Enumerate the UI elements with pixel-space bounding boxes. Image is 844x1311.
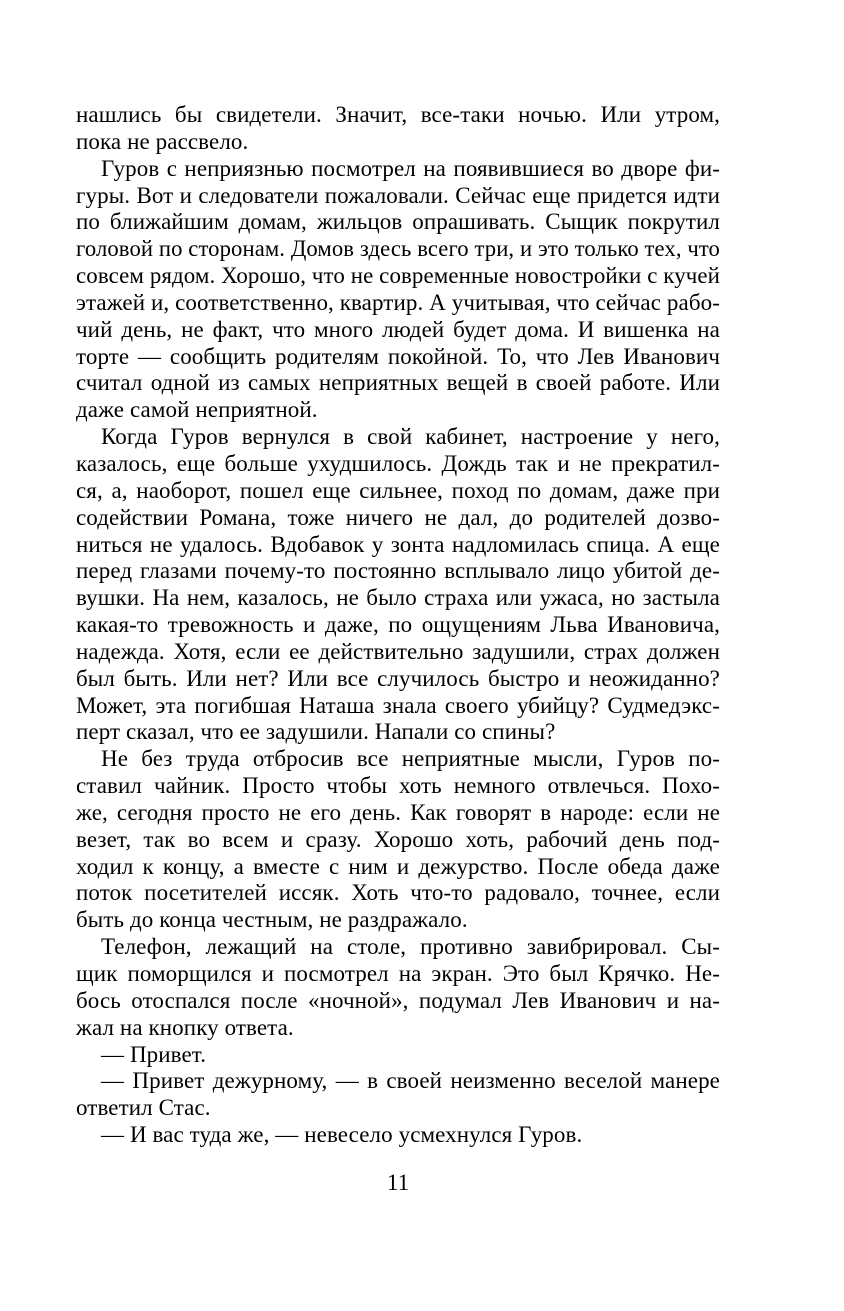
text-line (76, 666, 720, 693)
text-line-content: надежда. Хотя, если ее действительно задушили, страх должен (76, 638, 720, 664)
text-line-content: гуры. Вот и следователи пожаловали. Сейчас еще придется идти (76, 182, 720, 208)
text-line (76, 639, 720, 666)
text-line (76, 129, 720, 156)
text-line-content: совсем рядом. Хорошо, что не современные новостройки с кучей (76, 263, 720, 289)
text-line-content: по ближайшим домам, жильцов опрашивать. Сыщик покрутил (76, 209, 720, 235)
text-line (76, 988, 720, 1015)
text-line-content: ся, а, наоборот, пошел еще сильнее, поход по домам, даже при (76, 477, 720, 503)
text-line-content: содействии Романа, тоже ничего не дал, до родителей дозво- (76, 504, 720, 530)
text-line-content: — Привет дежурному, — в своей неизменно веселой манере (101, 1068, 720, 1094)
text-line-content: Когда Гуров вернулся в свой кабинет, настроение у него, (101, 424, 720, 450)
text-line-content: — Привет. (101, 1041, 207, 1067)
text-line (76, 397, 720, 424)
text-line-content: казалось, еще больше ухудшилось. Дождь так и не прекратил- (76, 450, 720, 476)
text-line (76, 585, 720, 612)
text-line (76, 290, 720, 317)
text-line-content: этажей и, соответственно, квартир. А учитывая, что сейчас рабо- (76, 289, 720, 315)
text-line-content: вушки. На нем, казалось, не было страха или ужаса, но застыла (76, 585, 720, 611)
text-line-content: был быть. Или нет? Или все случилось быстро и неожиданно? (76, 665, 720, 691)
text-line-content: перед глазами почему-то постоянно всплывало лицо убитой де- (76, 558, 720, 584)
text-line-content: торте — сообщить родителям покойной. То, что Лев Иванович (76, 343, 720, 369)
text-line-content: нашлись бы свидетели. Значит, все-таки ночью. Или утром, (76, 102, 720, 127)
text-line (76, 719, 720, 746)
text-line-content: жал на кнопку ответа. (76, 1014, 294, 1040)
text-line-content: щик поморщился и посмотрел на экран. Это был Крячко. Не- (76, 961, 720, 986)
text-line-content: перт сказал, что ее задушили. Напали со спины? (76, 719, 556, 745)
text-line (76, 156, 720, 183)
text-line (76, 746, 720, 773)
text-line-content: чий день, не факт, что много людей будет дома. И вишенка на (76, 316, 720, 342)
text-line (76, 102, 720, 129)
text-line (76, 558, 720, 585)
text-line (76, 827, 720, 854)
text-line (76, 424, 720, 451)
text-line-content: даже самой неприятной. (76, 397, 318, 423)
text-line (76, 773, 720, 800)
text-line (76, 263, 720, 290)
text-line-content: Гуров с неприязнью посмотрел на появившиеся во дворе фи- (101, 155, 720, 181)
text-line (76, 532, 720, 559)
text-line (76, 1042, 720, 1069)
text-line-content: — И вас туда же, — невесело усмехнулся Гуров. (101, 1122, 583, 1148)
text-line-content: головой по сторонам. Домов здесь всего три, и это только тех, что (76, 236, 720, 262)
text-line (76, 880, 720, 907)
text-line-content: везет, так во всем и сразу. Хорошо хоть, рабочий день под- (76, 826, 720, 852)
text-line (76, 505, 720, 532)
text-line-content: какая-то тревожность и даже, по ощущениям Льва Ивановича, (76, 612, 720, 638)
text-line-content: Не без труда отбросив все неприятные мысли, Гуров по- (101, 746, 720, 772)
text-line (76, 451, 720, 478)
text-line-content: считал одной из самых неприятных вещей в своей работе. Или (76, 370, 720, 396)
text-line (76, 961, 720, 988)
text-line (76, 907, 720, 934)
text-line (76, 612, 720, 639)
text-line-content: поток посетителей иссяк. Хоть что-то радовало, точнее, если (76, 880, 720, 906)
text-line (76, 1095, 720, 1122)
text-block (76, 102, 720, 1149)
text-line-content: бось отоспался после «ночной», подумал Лев Иванович и на- (76, 987, 720, 1013)
text-line (76, 236, 720, 263)
text-line-content: пока не рассвело. (76, 128, 249, 154)
text-line-content: ставил чайник. Просто чтобы хоть немного отвлечься. Похо- (76, 773, 720, 799)
text-line-content: же, сегодня просто не его день. Как говорят в народе: если не (76, 799, 720, 825)
text-line (76, 1068, 720, 1095)
text-line (76, 693, 720, 720)
text-line (76, 317, 720, 344)
text-line (76, 370, 720, 397)
text-line (76, 1122, 720, 1149)
text-line (76, 209, 720, 236)
text-line (76, 344, 720, 371)
text-line (76, 183, 720, 210)
text-line-content: ниться не удалось. Вдобавок у зонта надломилась спица. А еще (76, 531, 720, 557)
text-line (76, 800, 720, 827)
page-number: 11 (386, 1170, 410, 1195)
text-line-content: быть до конца честным, не раздражало. (76, 907, 468, 933)
text-line-content: Телефон, лежащий на столе, противно завибрировал. Сы- (101, 934, 720, 960)
text-line-content: ответил Стас. (76, 1095, 211, 1121)
text-line-content: ходил к концу, а вместе с ним и дежурство. После обеда даже (76, 853, 720, 879)
text-line-content: Может, эта погибшая Наташа знала своего убийцу? Судмедэкс- (76, 692, 720, 718)
text-line (76, 1015, 720, 1042)
text-line (76, 478, 720, 505)
text-line (76, 934, 720, 961)
text-line (76, 854, 720, 881)
